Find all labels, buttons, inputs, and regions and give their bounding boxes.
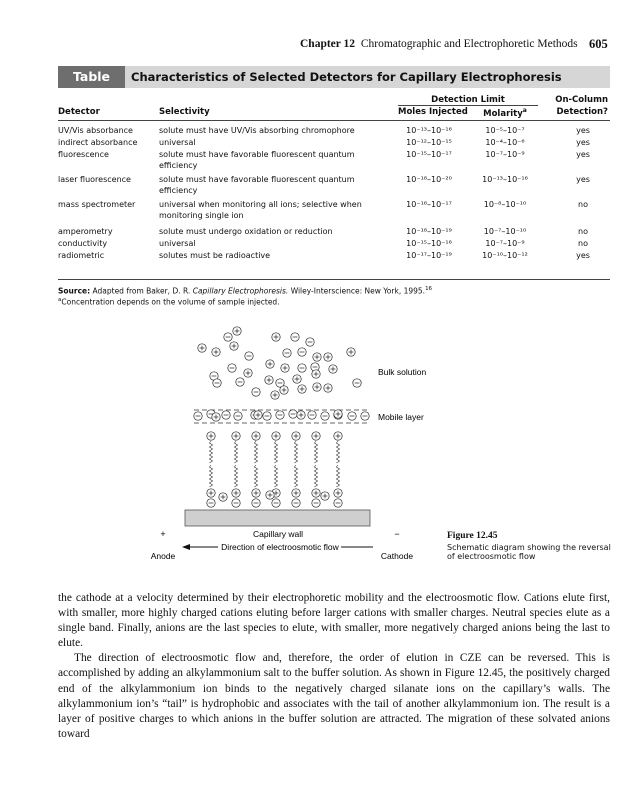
cation-icon (230, 342, 238, 350)
chapter-heading: Chapter 12 Chromatographic and Electrophoretic Methods (300, 38, 578, 50)
cation-icon (347, 348, 355, 356)
alkylammonium-head-icon (232, 489, 240, 497)
anion-icon (224, 333, 232, 341)
anion-icon (245, 352, 253, 360)
header-detector: Detector (58, 107, 100, 117)
alkyl-tail-icon (336, 441, 339, 463)
mobile-layer-anion-icon (222, 411, 230, 419)
cation-icon (313, 383, 321, 391)
alkyl-tail-icon (209, 441, 212, 463)
body-text (58, 591, 610, 742)
mobile-layer-anion-icon (321, 412, 329, 420)
alkyl-tail-icon (254, 441, 257, 463)
alkyl-tail-icon (294, 465, 297, 487)
cell-selectivity: universal when monitoring all ions; selective when monitoring single ion (159, 200, 362, 220)
cathode-sign: − (394, 529, 400, 539)
cell-molarity: 10⁻⁷–10⁻⁹ (485, 239, 525, 248)
cation-icon (265, 376, 273, 384)
capillary-wall (185, 510, 370, 526)
anion-icon (298, 348, 306, 356)
cell-oncolumn: yes (576, 251, 590, 260)
table-label: Table 12.8 (58, 66, 125, 88)
anion-icon (283, 349, 291, 357)
cell-detector: fluorescence (58, 150, 109, 159)
cell-selectivity: universal (159, 239, 196, 248)
cell-moles: 10⁻¹⁵–10⁻¹⁷ (406, 150, 452, 159)
wall-cation-icon (321, 492, 329, 500)
alkylammonium-head-icon (207, 489, 215, 497)
cation-icon (198, 344, 206, 352)
cation-icon (329, 365, 337, 373)
cell-moles: 10⁻¹⁵–10⁻¹⁶ (406, 239, 452, 248)
cell-selectivity: solute must have favorable fluorescent quantum efficiency (159, 175, 355, 195)
alkyl-tail-icon (234, 441, 237, 463)
cation-icon (298, 385, 306, 393)
silanate-anion-icon (272, 499, 280, 507)
anion-icon (353, 379, 361, 387)
silanate-anion-icon (207, 499, 215, 507)
figure-caption-title: Figure 12.45 (447, 531, 498, 541)
anion-icon (306, 338, 314, 346)
alkylammonium-head-icon (334, 432, 342, 440)
cell-molarity: 10⁻¹⁰–10⁻¹² (482, 251, 528, 260)
alkyl-tail-icon (209, 465, 212, 487)
cell-molarity: 10⁻⁵–10⁻⁷ (485, 126, 525, 135)
capillary-wall-label: Capillary wall (252, 529, 304, 539)
cation-icon (233, 327, 241, 335)
cell-molarity: 10⁻¹³–10⁻¹⁶ (482, 175, 528, 184)
cell-molarity: 10⁻⁴–10⁻⁶ (485, 138, 525, 147)
cation-icon (244, 369, 252, 377)
cation-icon (324, 353, 332, 361)
cell-oncolumn: yes (576, 175, 590, 184)
alkyl-tail-icon (336, 465, 339, 487)
table-title: Characteristics of Selected Detectors for Capillary Electrophoresis (131, 70, 562, 84)
cell-detector: UV/Vis absorbance (58, 126, 133, 135)
header-rule (58, 120, 610, 121)
page-number: 605 (589, 37, 608, 51)
mobile-layer-label: Mobile layer (378, 412, 424, 422)
mobile-layer-anion-icon (194, 412, 202, 420)
alkylammonium-head-icon (312, 432, 320, 440)
wall-cation-icon (266, 491, 274, 499)
cell-molarity: 10⁻⁷–10⁻¹⁰ (483, 227, 527, 236)
header-selectivity: Selectivity (159, 107, 210, 117)
cell-moles: 10⁻¹⁶–10⁻¹⁷ (406, 200, 452, 209)
cell-detector: radiometric (58, 251, 105, 260)
header-detection-limit: Detection Limit (431, 95, 505, 105)
cation-icon (312, 370, 320, 378)
cell-moles: 10⁻¹³–10⁻¹⁶ (406, 126, 452, 135)
mobile-layer-anion-icon (276, 411, 284, 419)
electroosmotic-reversal-diagram (130, 325, 440, 575)
cation-icon (266, 360, 274, 368)
alkylammonium-head-icon (207, 432, 215, 440)
alkyl-tail-icon (234, 465, 237, 487)
alkyl-tail-icon (314, 441, 317, 463)
cell-selectivity: universal (159, 138, 196, 147)
cell-detector: laser fluorescence (58, 175, 131, 184)
mobile-layer-anion-icon (361, 412, 369, 420)
alkyl-tail-icon (274, 441, 277, 463)
cell-oncolumn: yes (576, 150, 590, 159)
cell-molarity: 10⁻⁷–10⁻⁹ (485, 150, 525, 159)
silanate-anion-icon (252, 499, 260, 507)
detection-limit-rule (398, 105, 538, 106)
cation-icon (324, 384, 332, 392)
cell-molarity: 10⁻⁸–10⁻¹⁰ (483, 200, 527, 209)
alkyl-tail-icon (274, 465, 277, 487)
alkylammonium-head-icon (292, 489, 300, 497)
alkyl-tail-icon (294, 441, 297, 463)
cell-selectivity: solutes must be radioactive (159, 251, 271, 260)
mobile-layer-cation-icon (297, 411, 305, 419)
bulk-solution-label: Bulk solution (378, 367, 427, 377)
cation-icon (272, 333, 280, 341)
table-footnote: $^a$Concentration depends on the volume of sample injected. (58, 297, 280, 307)
flow-arrowhead (182, 544, 190, 550)
cell-oncolumn: yes (576, 126, 590, 135)
paragraph-1: the cathode at a velocity determined by their electrophoretic mobility and the electroosmotic flow. Cations elute first, with smaller, more highly charged cations eluting before larger cations with smaller charges. Neutral species elute as a single band. Finally, anions are the last species to elute, with smaller, more negatively charged anions being the last to elute. (58, 592, 610, 650)
flow-direction-label: Direction of electroosmotic flow (221, 542, 339, 552)
cell-selectivity: solute must have favorable fluorescent quantum efficiency (159, 150, 355, 170)
cell-detector: conductivity (58, 239, 108, 248)
cation-icon (281, 364, 289, 372)
mobile-layer-anion-icon (263, 412, 271, 420)
silanate-anion-icon (334, 499, 342, 507)
alkylammonium-head-icon (292, 432, 300, 440)
mobile-layer-cation-icon (212, 413, 220, 421)
mobile-layer-anion-icon (308, 411, 316, 419)
figure-caption-text: Schematic diagram showing the reversal of electroosmotic flow (447, 543, 611, 561)
silanate-anion-icon (292, 499, 300, 507)
cell-moles: 10⁻¹²–10⁻¹⁵ (406, 138, 452, 147)
cell-oncolumn: no (578, 227, 588, 236)
mobile-layer-cation-icon (334, 410, 342, 418)
cell-detector: amperometry (58, 227, 113, 236)
cell-detector: mass spectrometer (58, 200, 136, 209)
cell-selectivity: solute must undergo oxidation or reduction (159, 227, 333, 236)
cathode-label: Cathode (380, 551, 414, 561)
cell-oncolumn: no (578, 239, 588, 248)
alkylammonium-head-icon (312, 489, 320, 497)
cation-icon (212, 348, 220, 356)
cation-icon (280, 386, 288, 394)
cation-icon (271, 391, 279, 399)
header-oncolumn-2: Detection? (556, 107, 608, 117)
cell-moles: 10⁻¹⁸–10⁻²⁰ (406, 175, 452, 184)
silanate-anion-icon (232, 499, 240, 507)
cell-oncolumn: yes (576, 138, 590, 147)
anode-sign: + (160, 529, 166, 539)
alkyl-tail-icon (254, 465, 257, 487)
paragraph-2: The direction of electroosmotic flow and, therefore, the order of elution in CZE can be reversed. This is accomplished by adding an alkylammonium salt to the buffer solution. As shown in Figure 12.45, the positively charged end of the alkylammonium ion binds to the negatively charged silanate ions on the capillary’s walls. The alkylammonium ion’s “tail” is hydrophobic and associates with the tail of another alkylammonium ion. The result is a layer of positive charges to which anions in the buffer solution are attracted. The migration of these solvated anions toward (58, 652, 610, 740)
wall-cation-icon (219, 493, 227, 501)
anion-icon (291, 333, 299, 341)
silanate-anion-icon (312, 499, 320, 507)
table-source: Source: Adapted from Baker, D. R. Capillary Electrophoresis. Wiley-Interscience: New York, 1995.16 (58, 286, 433, 296)
anion-icon (298, 364, 306, 372)
cell-oncolumn: no (578, 200, 588, 209)
anion-icon (252, 388, 260, 396)
cation-icon (313, 353, 321, 361)
cell-detector: indirect absorbance (58, 138, 138, 147)
figure-caption (447, 531, 612, 561)
alkylammonium-head-icon (252, 432, 260, 440)
anion-icon (213, 379, 221, 387)
cell-moles: 10⁻¹⁸–10⁻¹⁹ (406, 227, 452, 236)
cell-moles: 10⁻¹⁷–10⁻¹⁹ (406, 251, 452, 260)
mobile-layer-cation-icon (254, 411, 262, 419)
mobile-layer-anion-icon (234, 412, 242, 420)
anion-icon (236, 378, 244, 386)
header-moles: Moles Injected (398, 107, 468, 117)
mobile-layer-anion-icon (348, 412, 356, 420)
mobile-layer-anion-icon (289, 410, 297, 418)
header-oncolumn-1: On-Column (555, 95, 608, 105)
cation-icon (293, 375, 301, 383)
anion-icon (228, 364, 236, 372)
alkyl-tail-icon (314, 465, 317, 487)
table-bottom-rule (58, 279, 610, 280)
cell-selectivity: solute must have UV/Vis absorbing chromophore (159, 126, 355, 135)
alkylammonium-head-icon (252, 489, 260, 497)
header-molarity: Molarity$^a$ (483, 107, 527, 119)
alkylammonium-head-icon (232, 432, 240, 440)
anode-label: Anode (150, 551, 176, 561)
alkylammonium-head-icon (334, 489, 342, 497)
alkylammonium-head-icon (272, 432, 280, 440)
